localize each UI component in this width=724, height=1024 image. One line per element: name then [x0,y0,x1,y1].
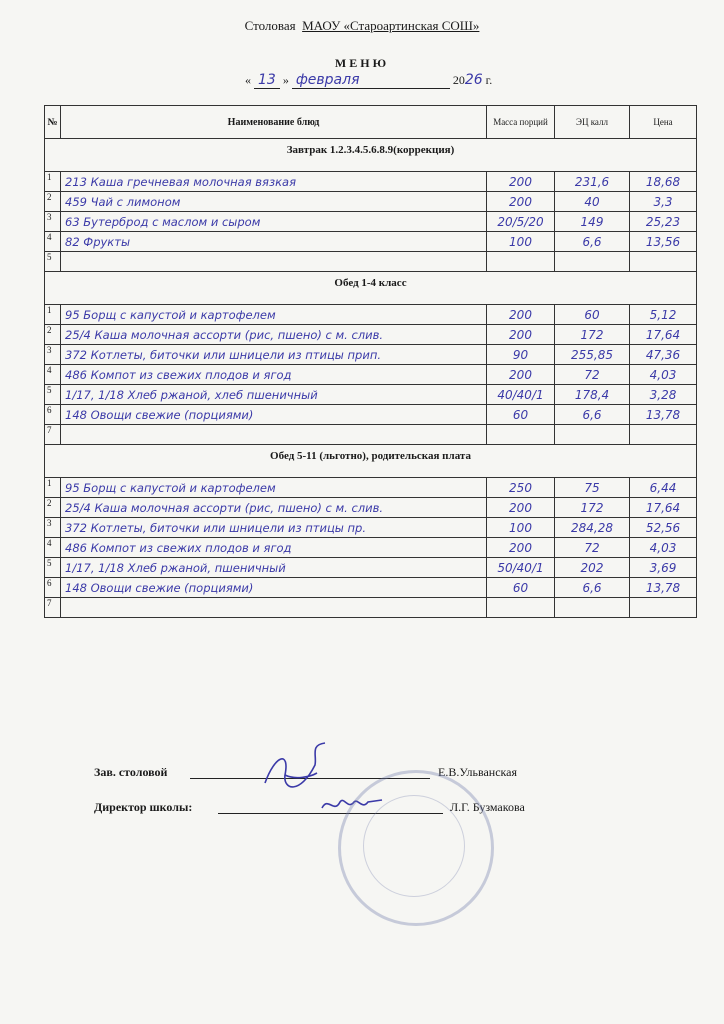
col-header-name: Наименование блюд [61,106,487,139]
dish-price: 17,64 [630,498,697,518]
table-row [45,325,697,345]
dish-energy: 6,6 [555,232,630,252]
table-row [45,518,697,538]
row-number: 1 [45,478,61,498]
dish-name: 82 Фрукты [61,232,487,252]
col-header-energy: ЭЦ калл [555,106,630,139]
dish-energy: 172 [555,325,630,345]
dish-mass: 60 [487,578,555,598]
dish-price [630,598,697,618]
dish-mass: 60 [487,405,555,425]
dish-energy: 6,6 [555,405,630,425]
section-spacer [45,161,697,172]
dish-mass: 200 [487,538,555,558]
row-number: 4 [45,365,61,385]
row-number: 6 [45,578,61,598]
dish-name: 25/4 Каша молочная ассорти (рис, пшено) с м. слив. [61,325,487,345]
dish-energy: 255,85 [555,345,630,365]
dish-name: 372 Котлеты, биточки или шницели из птицы пр. [61,518,487,538]
org-prefix: Столовая [244,18,296,33]
table-row [45,425,697,445]
table-row [45,558,697,578]
dish-name: 1/17, 1/18 Хлеб ржаной, пшеничный [61,558,487,578]
date-day: 13 [258,72,276,88]
section-header-row [45,445,697,468]
dish-mass [487,252,555,272]
dish-price [630,252,697,272]
org-name: МАОУ «Староартинская СОШ» [302,18,480,33]
date-close-quote: » [282,73,289,87]
dish-price: 3,3 [630,192,697,212]
row-number: 1 [45,305,61,325]
row-number: 5 [45,385,61,405]
dish-price: 18,68 [630,172,697,192]
table-row [45,365,697,385]
school-stamp [338,770,494,926]
director-name: Л.Г. Бузмакова [450,800,525,814]
page-title: МЕНЮ [334,56,390,70]
dish-mass: 50/40/1 [487,558,555,578]
section-spacer-row [45,161,697,172]
dish-mass: 100 [487,232,555,252]
dish-energy [555,598,630,618]
dish-mass [487,425,555,445]
dish-energy: 40 [555,192,630,212]
head-name: Е.В.Ульванская [438,765,518,779]
dish-energy: 75 [555,478,630,498]
date-line [245,72,492,89]
dish-name [61,598,487,618]
dish-energy: 6,6 [555,578,630,598]
dish-name: 486 Компот из свежих плодов и ягод [61,538,487,558]
date-year-prefix: 20 [452,73,465,87]
table-row [45,252,697,272]
table-row [45,212,697,232]
section-header-row [45,139,697,162]
date-open-quote: « [245,73,251,87]
dish-mass: 200 [487,365,555,385]
dish-price: 5,12 [630,305,697,325]
row-number: 1 [45,172,61,192]
row-number: 2 [45,498,61,518]
col-header-mass: Масса порций [487,106,555,139]
row-number: 4 [45,232,61,252]
dish-energy: 72 [555,365,630,385]
dish-mass: 100 [487,518,555,538]
table-row [45,232,697,252]
dish-mass: 200 [487,172,555,192]
row-number: 2 [45,192,61,212]
table-row [45,305,697,325]
dish-name: 486 Компот из свежих плодов и ягод [61,365,487,385]
table-row [45,578,697,598]
dish-price: 4,03 [630,538,697,558]
table-row [45,478,697,498]
dish-price: 6,44 [630,478,697,498]
head-signature-label: Зав. столовой [94,765,168,779]
row-number: 3 [45,518,61,538]
table-row [45,498,697,518]
dish-name: 372 Котлеты, биточки или шницели из птицы прип. [61,345,487,365]
row-number: 7 [45,425,61,445]
dish-name: 1/17, 1/18 Хлеб ржаной, хлеб пшеничный [61,385,487,405]
dish-price: 47,36 [630,345,697,365]
dish-price: 52,56 [630,518,697,538]
row-number: 6 [45,405,61,425]
date-year-unit: г. [485,73,493,87]
dish-name: 213 Каша гречневая молочная вязкая [61,172,487,192]
date-day-field [254,72,280,89]
menu-table [44,105,697,618]
section-header-row [45,272,697,295]
table-row [45,172,697,192]
section-title: Завтрак 1.2.3.4.5.6.8.9(коррекция) [45,139,697,162]
dish-energy: 172 [555,498,630,518]
director-signature-label: Директор школы: [94,800,193,814]
section-title: Обед 5-11 (льготно), родительская плата [45,445,697,468]
dish-price: 13,78 [630,578,697,598]
row-number: 3 [45,212,61,232]
row-number: 2 [45,325,61,345]
dish-price [630,425,697,445]
dish-mass: 40/40/1 [487,385,555,405]
dish-price: 17,64 [630,325,697,345]
table-row [45,385,697,405]
dish-name: 148 Овощи свежие (порциями) [61,578,487,598]
section-title: Обед 1-4 класс [45,272,697,295]
dish-name [61,425,487,445]
table-row [45,598,697,618]
dish-price: 4,03 [630,365,697,385]
dish-energy [555,252,630,272]
section-spacer [45,294,697,305]
dish-name: 95 Борщ с капустой и картофелем [61,305,487,325]
row-number: 3 [45,345,61,365]
row-number: 5 [45,252,61,272]
organization-line [0,18,724,34]
dish-mass: 20/5/20 [487,212,555,232]
dish-name: 459 Чай с лимоном [61,192,487,212]
col-header-price: Цена [630,106,697,139]
date-year-suffix: 26 [464,72,483,88]
dish-energy [555,425,630,445]
section-spacer [45,467,697,478]
dish-name: 148 Овощи свежие (порциями) [61,405,487,425]
dish-energy: 202 [555,558,630,578]
dish-energy: 231,6 [555,172,630,192]
dish-name: 63 Бутерброд с маслом и сыром [61,212,487,232]
dish-energy: 60 [555,305,630,325]
table-row [45,405,697,425]
table-row [45,192,697,212]
dish-price: 25,23 [630,212,697,232]
dish-name: 25/4 Каша молочная ассорти (рис, пшено) с м. слив. [61,498,487,518]
dish-mass: 200 [487,192,555,212]
dish-price: 13,78 [630,405,697,425]
date-month: февраля [295,72,360,88]
dish-name [61,252,487,272]
row-number: 5 [45,558,61,578]
col-header-num: № [45,106,61,139]
menu-table-body [45,139,697,618]
row-number: 4 [45,538,61,558]
dish-name: 95 Борщ с капустой и картофелем [61,478,487,498]
dish-mass [487,598,555,618]
table-row [45,538,697,558]
table-header-row [45,106,697,139]
dish-mass: 200 [487,305,555,325]
dish-mass: 200 [487,498,555,518]
section-spacer-row [45,467,697,478]
dish-price: 3,28 [630,385,697,405]
date-month-field [292,72,450,89]
dish-mass: 90 [487,345,555,365]
dish-energy: 72 [555,538,630,558]
dish-energy: 178,4 [555,385,630,405]
dish-price: 13,56 [630,232,697,252]
row-number: 7 [45,598,61,618]
dish-price: 3,69 [630,558,697,578]
section-spacer-row [45,294,697,305]
table-row [45,345,697,365]
dish-energy: 149 [555,212,630,232]
dish-mass: 250 [487,478,555,498]
dish-mass: 200 [487,325,555,345]
dish-energy: 284,28 [555,518,630,538]
